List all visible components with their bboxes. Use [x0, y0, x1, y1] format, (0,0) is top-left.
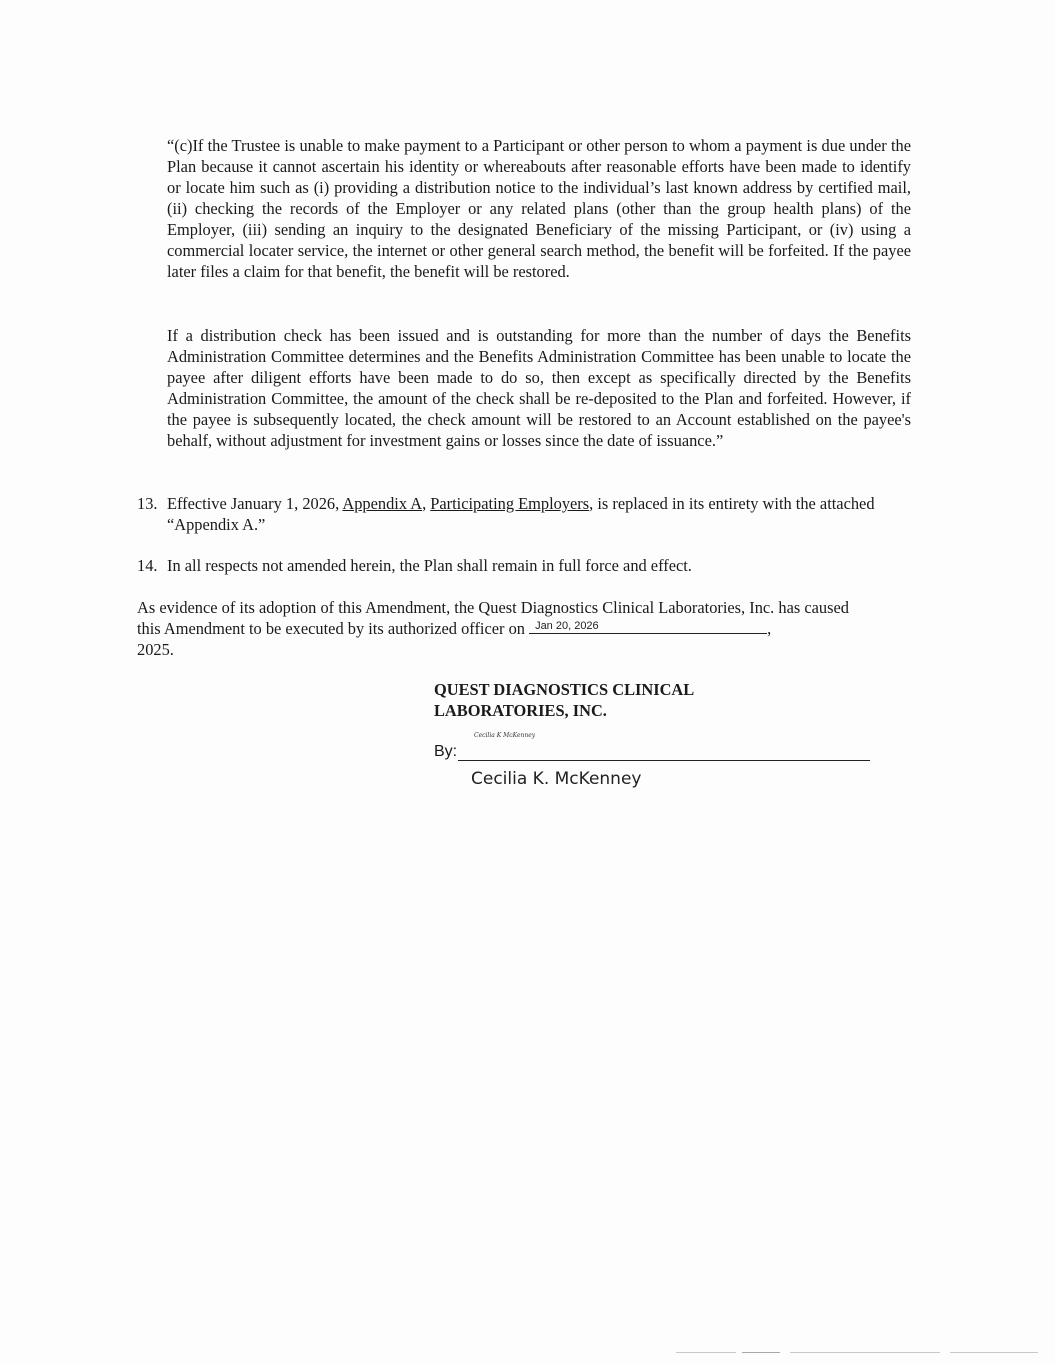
participating-employers-link[interactable]: Participating Employers: [430, 494, 590, 513]
execution-date-field[interactable]: [529, 619, 767, 634]
company-name-line-1: QUEST DIAGNOSTICS CLINICAL: [434, 680, 695, 699]
handwritten-signature: Cecilia K McKenney: [474, 732, 536, 739]
signature-field[interactable]: [434, 732, 874, 770]
appendix-a-link[interactable]: Appendix A: [342, 494, 423, 513]
item-13-text-end: , is replaced in its entirety with the attached “Appendix A.”: [167, 494, 875, 534]
by-label: By:: [434, 743, 458, 760]
scan-artifact: [790, 1352, 940, 1353]
evidence-text: As evidence of its adoption of this Amendment, the Quest Diagnostics Clinical Laboratories, Inc. has caused this Amendment to be executed by its authorized officer on: [137, 598, 849, 638]
item-13-comma: ,: [422, 494, 431, 513]
evidence-comma: ,: [767, 619, 772, 638]
signature-line: [458, 760, 870, 761]
scan-artifact: [950, 1352, 1038, 1353]
scan-artifact: [676, 1352, 736, 1353]
paragraph-distribution-check: If a distribution check has been issued and is outstanding for more than the number of days the Benefits Administration Committee determines and the Benefits Administration Committee has been unable to locate the payee after diligent efforts have been made to do so, then except as specifically directed by the Benefits Administration Committee, the amount of the check shall be re-deposited to the Plan and forfeited. However, if the payee is subsequently located, the check amount will be restored to an Account established on the payee's behalf, without adjustment for investment gains or losses since the date of issuance.”: [167, 326, 911, 450]
item-number: 13.: [137, 494, 158, 513]
item-13-text-start: Effective January 1, 2026,: [167, 494, 343, 513]
scan-artifact: [742, 1352, 780, 1353]
execution-date: Jan 20, 2026: [535, 620, 599, 632]
item-number: 14.: [137, 556, 158, 575]
list-item-14: [137, 555, 911, 576]
evidence-year: 2025.: [137, 640, 174, 659]
item-14-text: In all respects not amended herein, the Plan shall remain in full force and effect.: [167, 556, 692, 575]
signer-name: Cecilia K. McKenney: [471, 769, 642, 789]
company-name: [434, 679, 854, 721]
list-item-13: [137, 493, 911, 535]
paragraph-section-c: “(c)If the Trustee is unable to make payment to a Participant or other person to whom a payment is due under the Plan because it cannot ascertain his identity or whereabouts after reasonable efforts have been made to identify or locate him such as (i) providing a distribution notice to the individual’s last known address by certified mail, (ii) checking the records of the Employer or any related plans (other than the group health plans) of the Employer, (iii) sending an inquiry to the designated Beneficiary of the missing Participant, or (iv) using a commercial locater service, the internet or other general search method, the benefit will be forfeited. If the payee later files a claim for that benefit, the benefit will be restored.: [167, 136, 911, 281]
paragraph-evidence: [137, 597, 874, 660]
company-name-line-2: LABORATORIES, INC.: [434, 701, 607, 720]
